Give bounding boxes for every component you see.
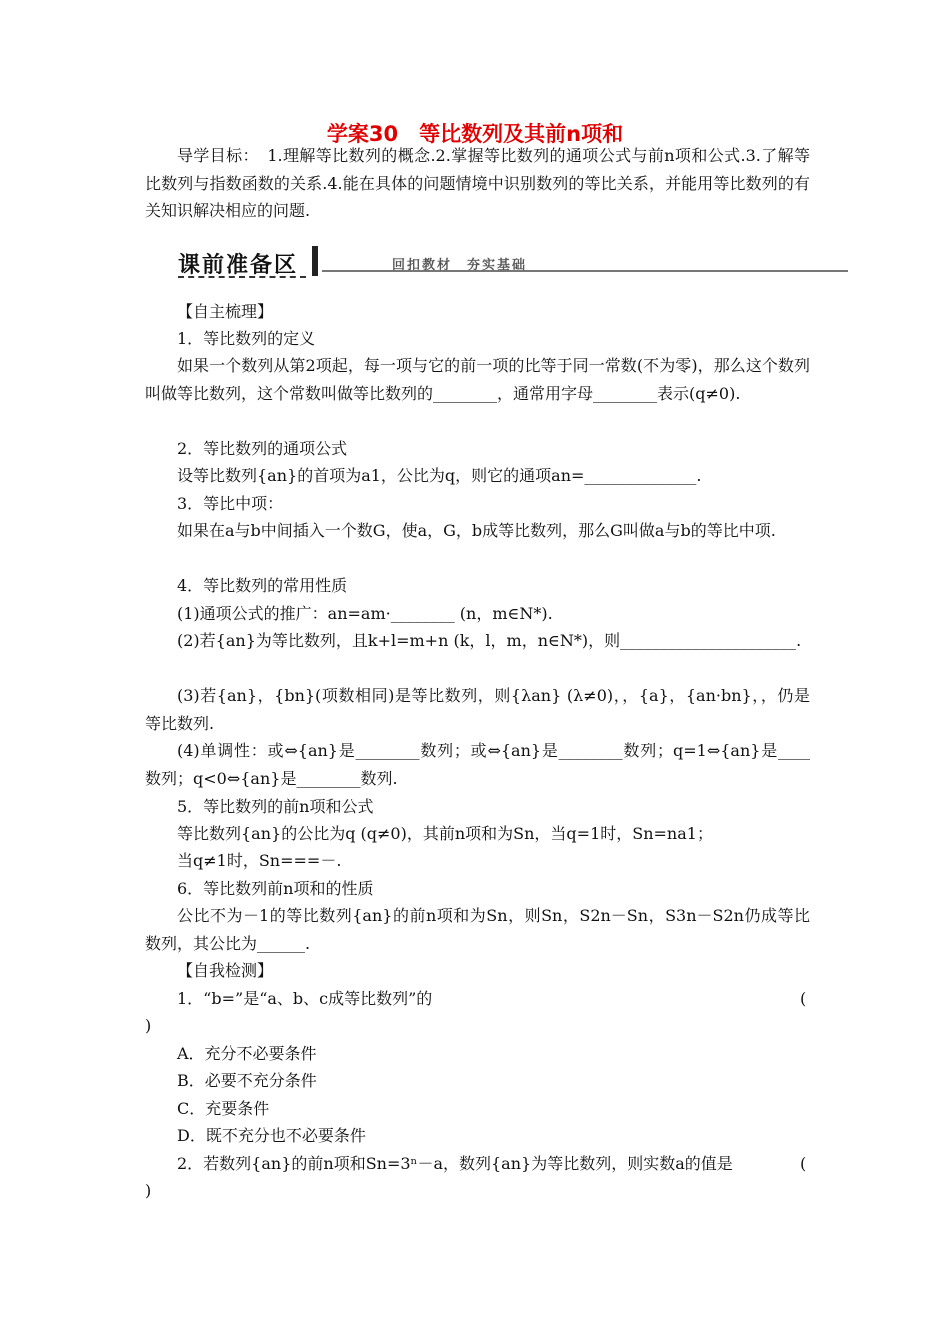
banner-label: 课前准备区 [178, 253, 299, 278]
section-5-line-1: 等比数列{an}的公比为q (q≠0)，其前n项和为Sn，当q=1时，Sn=na1； [177, 824, 713, 843]
section-1-body: 如果一个数列从第2项起，每一项与它的前一项的比等于同一常数(不为零)，那么这个数列叫做等比数列，这个常数叫做等比数列的________，通常用字母________表示(q≠0). [145, 356, 810, 403]
section-4-item-2: (2)若{an}为等比数列，且k+l=m+n (k，l，m，n∈N*)，则______________________. [177, 631, 802, 650]
question-1-option-d: D．既不充分也不必要条件 [177, 1126, 366, 1145]
self-study-heading: 【自主梳理】 [177, 302, 274, 321]
section-2-title: 2．等比数列的通项公式 [177, 439, 348, 458]
section-3-title: 3．等比中项： [177, 494, 284, 513]
section-5-title: 5．等比数列的前n项和公式 [177, 797, 374, 816]
section-4-title: 4．等比数列的常用性质 [177, 576, 348, 595]
section-4-item-4: (4)单调性：或⇔{an}是________数列；或⇔{an}是________数列；q=1⇔{an}是____数列；q<0⇔{an}是________数列. [145, 741, 810, 788]
section-banner [172, 246, 848, 282]
banner-dash-underline [178, 276, 306, 278]
learning-goals: 导学目标： 1.理解等比数列的概念.2.掌握等比数列的通项公式与前n项和公式.3.了解等比数列与指数函数的关系.4.能在具体的问题情境中识别数列的等比关系，并能用等比数列的有关知识解决相应的问题. [145, 146, 810, 220]
self-test-heading: 【自我检测】 [177, 961, 274, 980]
section-4-item-1: (1)通项公式的推广：an=am·________ (n，m∈N*). [177, 604, 553, 623]
question-1-option-a: A．充分不必要条件 [177, 1044, 317, 1063]
section-3-body: 如果在a与b中间插入一个数G，使a，G，b成等比数列，那么G叫做a与b的等比中项. [177, 521, 776, 540]
question-1-option-c: C．充要条件 [177, 1099, 270, 1118]
banner-subtitle: 回扣教材 夯实基础 [392, 258, 528, 273]
page-title: 学案30 等比数列及其前n项和 [326, 122, 624, 146]
question-2: 2．若数列{an}的前n项和Sn=3ⁿ－a，数列{an}为等比数列，则实数a的值是 [177, 1154, 733, 1173]
question-2-answer-paren-open: ( [800, 1154, 807, 1173]
banner-divider-bar [312, 246, 318, 276]
question-1-answer-paren-open: ( [800, 989, 807, 1008]
section-1-title: 1．等比数列的定义 [177, 329, 316, 348]
question-2-answer-paren-close: ) [145, 1181, 152, 1200]
question-1-answer-paren-close: ) [145, 1016, 152, 1035]
question-1: 1．“b=”是“a、b、c成等比数列”的 [177, 989, 433, 1008]
section-6-body: 公比不为－1的等比数列{an}的前n项和为Sn，则Sn，S2n－Sn，S3n－S2n仍成等比数列，其公比为______. [145, 906, 810, 953]
section-6-title: 6．等比数列前n项和的性质 [177, 879, 374, 898]
question-1-option-b: B．必要不充分条件 [177, 1071, 317, 1090]
section-2-body: 设等比数列{an}的首项为a1，公比为q，则它的通项an=______________. [177, 466, 702, 485]
section-4-item-3: (3)若{an}，{bn}(项数相同)是等比数列，则{λan} (λ≠0)，，{a}，{an·bn}，，仍是等比数列. [145, 686, 810, 733]
section-5-line-2: 当q≠1时，Sn===－. [177, 851, 342, 870]
